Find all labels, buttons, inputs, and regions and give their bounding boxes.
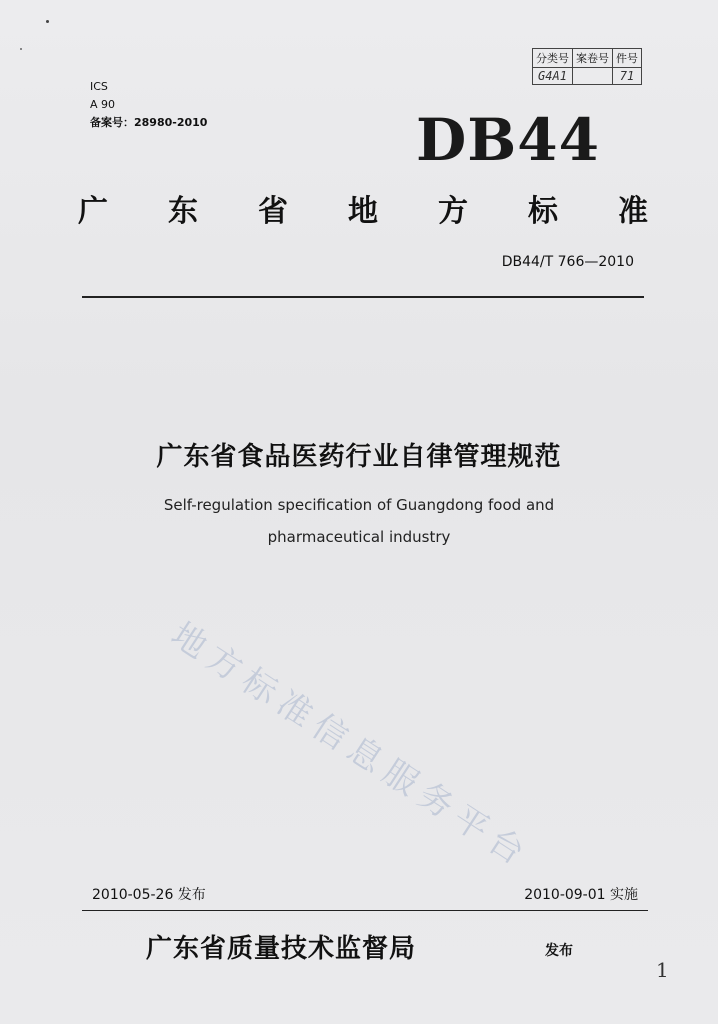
- standard-type-char: 广: [78, 194, 108, 229]
- header-divider: [82, 296, 644, 298]
- standard-type-char: 地: [348, 194, 378, 229]
- standard-type-heading: [78, 186, 648, 230]
- implement-date: 2010-09-01 实施: [524, 887, 638, 903]
- issue-label: 发布: [545, 943, 573, 959]
- standard-type-char: 方: [438, 194, 468, 229]
- ics-label: ICS: [90, 80, 108, 93]
- stamp-value-volume: [573, 68, 613, 85]
- scan-speck: [46, 20, 49, 23]
- standard-type-char: 省: [258, 194, 288, 229]
- stamp-header-item: 件号: [613, 49, 642, 68]
- standard-type-char: 标: [528, 194, 558, 229]
- document-title-english-line2: pharmaceutical industry: [267, 528, 451, 546]
- publish-date: 2010-05-26 发布: [92, 887, 206, 903]
- stamp-header-category: 分类号: [533, 49, 573, 68]
- footer-divider: [82, 910, 648, 911]
- watermark: 地方标准信息服务平台: [163, 614, 538, 878]
- standard-logo: DB44: [415, 106, 600, 174]
- standard-code: DB44/T 766—2010: [501, 254, 634, 270]
- document-title-chinese: 广东省食品医药行业自律管理规范: [156, 442, 562, 472]
- standard-type-char: 准: [618, 194, 648, 229]
- stamp-value-category: G4A1: [533, 68, 573, 85]
- classification-code: A 90: [90, 98, 116, 111]
- stamp-value-item: 71: [613, 68, 642, 85]
- archive-stamp: [532, 48, 642, 85]
- record-number: 备案号：28980-2010: [90, 116, 208, 129]
- standard-type-char: 东: [168, 194, 198, 229]
- issuing-authority: 广东省质量技术监督局: [146, 934, 417, 964]
- scan-speck: [20, 48, 22, 50]
- page-number: 1: [656, 958, 669, 982]
- stamp-header-volume: 案卷号: [573, 49, 613, 68]
- document-title-english-line1: Self-regulation specification of Guangdong food and: [163, 496, 555, 514]
